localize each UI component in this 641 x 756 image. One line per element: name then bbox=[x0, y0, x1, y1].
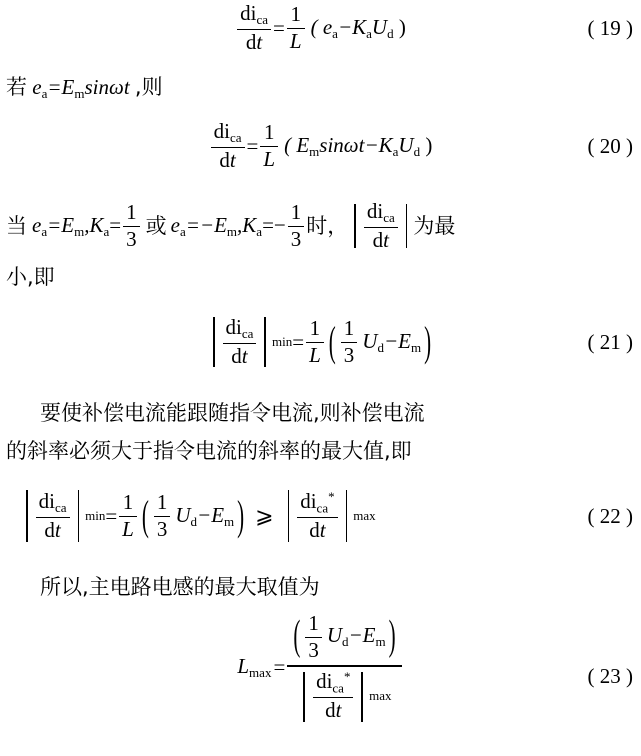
eq19-di: di bbox=[240, 1, 257, 25]
line-when-frac-1: $\frac{1}{3}$ bbox=[123, 201, 140, 251]
eq22-paren-left: ( bbox=[141, 491, 149, 540]
equation-number-22: ( 22 ) bbox=[587, 503, 633, 528]
abs-bar-right bbox=[406, 204, 408, 248]
eq19-L: L bbox=[289, 29, 302, 53]
eq23-derivative-ref: $\frac{di_{ca}^*}{dt}$ bbox=[313, 670, 353, 723]
equation-number-23: ( 23 ) bbox=[587, 664, 633, 688]
eq19-body3-sub: d bbox=[387, 25, 394, 41]
eq20-body: ( E bbox=[284, 132, 310, 157]
eq19-one: 1 bbox=[290, 2, 301, 27]
equation-number-21: ( 21 ) bbox=[587, 329, 633, 354]
eq21-inner-frac: $\frac{1}{3}$ bbox=[341, 317, 358, 367]
line-when-or: 或 bbox=[145, 213, 167, 238]
line-when-frac-2: $\frac{1}{3}$ bbox=[288, 201, 305, 251]
line-when-e: e bbox=[32, 213, 42, 238]
eq23-abs-left bbox=[303, 672, 305, 722]
eq20-L: L bbox=[263, 147, 276, 171]
line-if-E: =E bbox=[47, 75, 75, 99]
line-if-e-sub: a bbox=[41, 86, 48, 102]
eq22-derivative: $\frac{di_{ca}}{dt}$ bbox=[36, 490, 70, 543]
eq23-abs-right bbox=[361, 672, 363, 722]
eq20-body3: U bbox=[398, 132, 414, 157]
eq23-equals: = bbox=[273, 655, 286, 679]
eq20-one-over-l bbox=[260, 121, 278, 171]
eq20-di-sub: ca bbox=[229, 130, 242, 146]
eq23-paren-right: ) bbox=[388, 611, 396, 660]
eq20-di: di bbox=[213, 119, 230, 143]
eq22-abs-right-2 bbox=[346, 490, 348, 542]
equation-20 bbox=[0, 120, 641, 173]
line-when-derivative: $\frac{di_{ca}}{dt}$ bbox=[364, 200, 398, 253]
line-if-e: e bbox=[32, 75, 42, 99]
equation-number-19: ( 19 ) bbox=[587, 15, 633, 40]
paragraph-1-line-2: 的斜率必须大于指令电流的斜率的最大值,即 bbox=[6, 439, 412, 463]
eq19-body3: U bbox=[371, 14, 388, 39]
eq19-di-sub: ca bbox=[256, 12, 269, 28]
eq21-paren-right: ) bbox=[424, 317, 432, 366]
line-if-E-sub: m bbox=[74, 86, 85, 102]
equation-21: $\frac{di_{ca}}{dt}$ min = $\frac{1}{L}$ ( $\frac{1}{3}$ $U_d-E_m$ ) ( 21 ) bbox=[0, 316, 641, 369]
line-if-suffix: ,则 bbox=[134, 75, 163, 99]
eq22-derivative-ref: $\frac{di_{ca}^*}{dt}$ bbox=[297, 490, 337, 543]
eq19-body: ( e bbox=[310, 14, 333, 39]
eq21-abs-left bbox=[213, 317, 215, 367]
abs-bar-left bbox=[354, 204, 356, 248]
eq23-big-fraction: ( $\frac{1}{3}$ $U_d-E_m$ ) $\frac{di_{ca}^*}{dt}$ max bbox=[287, 612, 401, 723]
eq20-lhs-fraction: $\frac{di_{ca}}{dt}$ bbox=[211, 120, 245, 173]
eq23-inner-frac: $\frac{1}{3}$ bbox=[305, 612, 322, 662]
eq19-one-over-l bbox=[287, 3, 305, 53]
eq22-abs-left-2 bbox=[288, 490, 290, 542]
eq22-equals: = bbox=[105, 503, 118, 528]
equation-23 bbox=[0, 612, 641, 723]
eq23-L: L bbox=[237, 653, 250, 678]
paragraph-1-line-1: 要使补偿电流能跟随指令电流,则补偿电流 bbox=[40, 401, 425, 425]
eq20-body4: ) bbox=[420, 132, 433, 157]
eq19-equals: = bbox=[273, 15, 285, 40]
eq21-derivative: $\frac{di_{ca}}{dt}$ bbox=[223, 316, 257, 369]
eq20-body2: sinωt−K bbox=[319, 132, 393, 157]
eq19-body4: ) bbox=[393, 14, 406, 39]
eq21-abs-right bbox=[264, 317, 266, 367]
line-if-ea bbox=[6, 72, 163, 104]
eq21-min-label: min bbox=[272, 334, 293, 350]
equation-number-20: ( 20 ) bbox=[587, 133, 633, 158]
equation-22: $\frac{di_{ca}}{dt}$ min = $\frac{1}{L}$ ( $\frac{1}{3}$ $U_d-E_m$ ) ⩾ $\frac{di_{ca}^*}{dt}$ max ( 22 ) bbox=[20, 490, 641, 543]
line-when-shi: 时， bbox=[306, 213, 349, 238]
eq23-L-sub: max bbox=[249, 665, 272, 681]
paragraph-2: 所以,主电路电感的最大取值为 bbox=[40, 575, 320, 599]
eq21-one-over-l: $\frac{1}{L}$ bbox=[306, 317, 324, 367]
eq22-one-over-l: $\frac{1}{L}$ bbox=[119, 491, 137, 541]
eq23-main-bar bbox=[287, 665, 401, 667]
eq19-lhs-fraction: $\frac{di_{ca}}{dt}$ bbox=[237, 2, 271, 55]
eq19-body2: −K bbox=[337, 14, 367, 39]
eq22-max-label: max bbox=[353, 508, 376, 524]
eq21-paren-left: ( bbox=[328, 317, 336, 366]
eq20-body-sub: m bbox=[309, 143, 320, 159]
eq20-one: 1 bbox=[263, 120, 275, 145]
eq22-paren-right: ) bbox=[237, 491, 245, 540]
eq20-equals: = bbox=[246, 133, 259, 158]
eq22-abs-left bbox=[26, 490, 28, 542]
line-small: 小,即 bbox=[6, 265, 55, 289]
line-when-p12: 为最 bbox=[413, 213, 456, 238]
eq23-paren-left: ( bbox=[293, 611, 301, 660]
eq22-min-label: min bbox=[85, 508, 106, 524]
line-when: 当 $e_a=E_m,K_a=$ $\frac{1}{3}$ 或 $e_a=-E_m,K_a=-$ $\frac{1}{3}$ 时， $\frac{di_{ca}}{dt}$ 为最 bbox=[6, 199, 456, 253]
eq22-relation: ⩾ bbox=[255, 503, 274, 529]
eq22-inner-frac: $\frac{1}{3}$ bbox=[154, 491, 171, 541]
eq22-abs-right bbox=[78, 490, 80, 542]
line-when-p1: 当 bbox=[6, 213, 27, 238]
equation-19 bbox=[0, 2, 641, 55]
eq21-equals: = bbox=[292, 329, 305, 354]
eq19-body-sub: a bbox=[332, 25, 338, 41]
line-if-sin: sinωt bbox=[84, 75, 130, 99]
eq20-body2-sub: a bbox=[392, 143, 399, 159]
eq20-body3-sub: d bbox=[413, 143, 421, 159]
eq19-body2-sub: a bbox=[366, 25, 372, 41]
line-if-prefix: 若 bbox=[6, 75, 27, 99]
eq23-max-label: max bbox=[369, 688, 392, 704]
